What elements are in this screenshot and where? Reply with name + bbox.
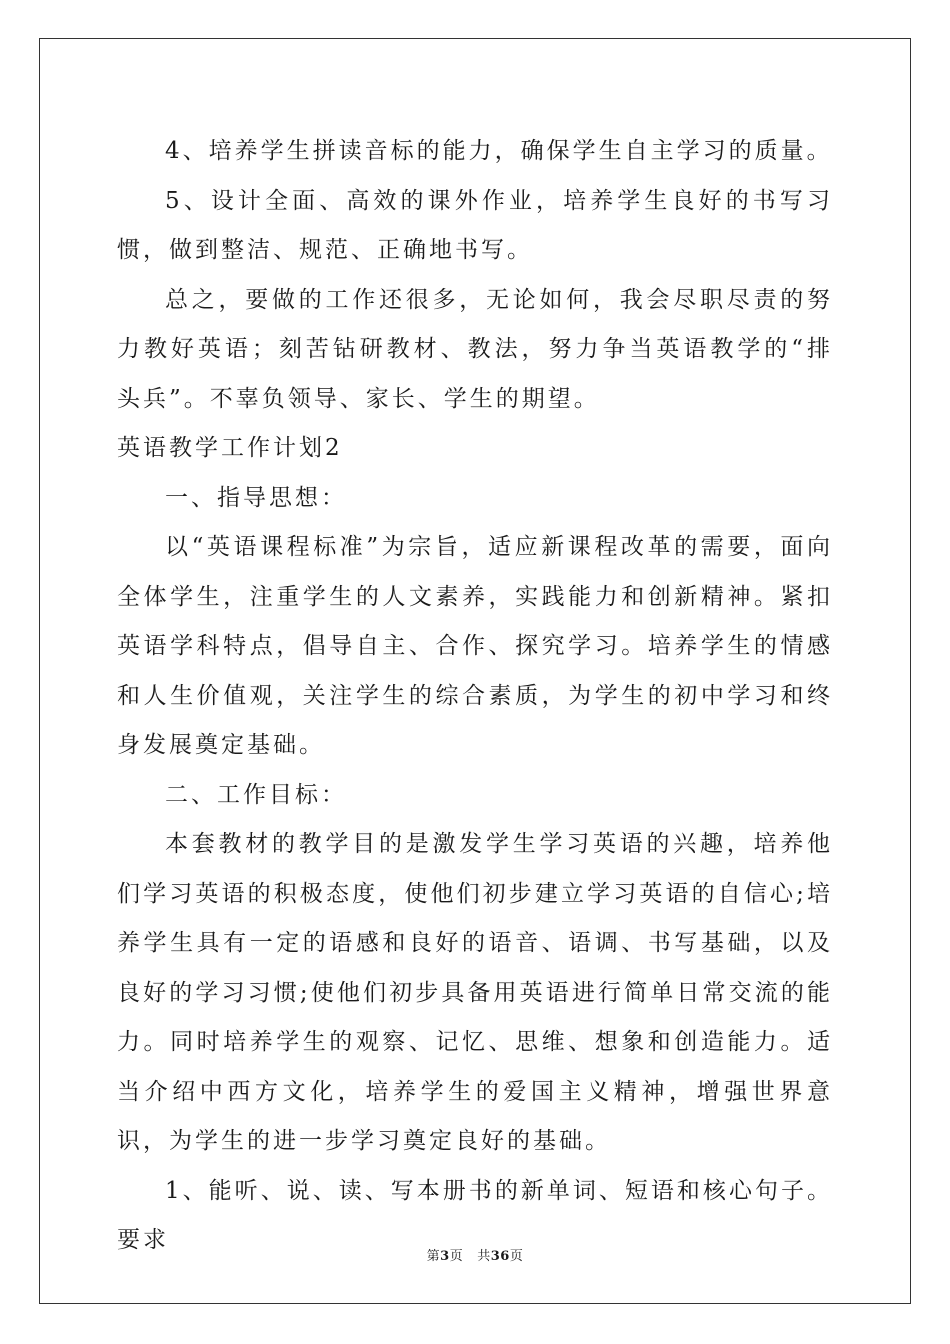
page-number: 3 (440, 1249, 450, 1264)
subsection-heading: 一、指导思想： (165, 484, 347, 511)
paragraph: 总之，要做的工作还很多，无论如何，我会尽职尽责的努力教好英语；刻苦钻研教材、教法，努力争当英语教学的“排头兵”。不辜负领导、家长、学生的期望。 (117, 286, 833, 412)
paragraph: 本套教材的教学目的是激发学生学习英语的兴趣，培养他们学习英语的积极态度，使他们初步建立学习英语的自信心;培养学生具有一定的语感和良好的语音、语调、书写基础，以及良好的学习习惯;使他们初步具备用英语进行简单日常交流的能力。同时培养学生的观察、记忆、思维、想象和创造能力。适当介绍中西方文化，培养学生的爱国主义精神，增强世界意识，为学生的进一步学习奠定良好的基础。 (117, 831, 833, 1154)
footer-page-suffix: 页 (449, 1249, 464, 1264)
total-pages: 36 (490, 1249, 510, 1264)
paragraph: 4、培养学生拼读音标的能力，确保学生自主学习的质量。 (165, 138, 833, 164)
page-footer (0, 1245, 950, 1264)
section-heading: 英语教学工作计划2 (117, 435, 343, 461)
paragraph: 5、设计全面、高效的课外作业，培养学生良好的书写习惯，做到整洁、规范、正确地书写。 (117, 187, 833, 263)
footer-total-suffix: 页 (509, 1249, 524, 1264)
document-body (117, 127, 833, 1266)
footer-prefix: 第 (426, 1249, 441, 1264)
paragraph: 1、能听、说、读、写本册书的新单词、短语和核心句子。要求 (117, 1177, 833, 1253)
subsection-heading: 二、工作目标： (165, 781, 347, 808)
paragraph: 以“英语课程标准”为宗旨，适应新课程改革的需要，面向全体学生，注重学生的人文素养，实践能力和创新精神。紧扣英语学科特点，倡导自主、合作、探究学习。培养学生的情感和人生价值观，关注学生的综合素质，为学生的初中学习和终身发展奠定基础。 (117, 534, 833, 758)
footer-total-prefix: 共 (477, 1249, 491, 1264)
